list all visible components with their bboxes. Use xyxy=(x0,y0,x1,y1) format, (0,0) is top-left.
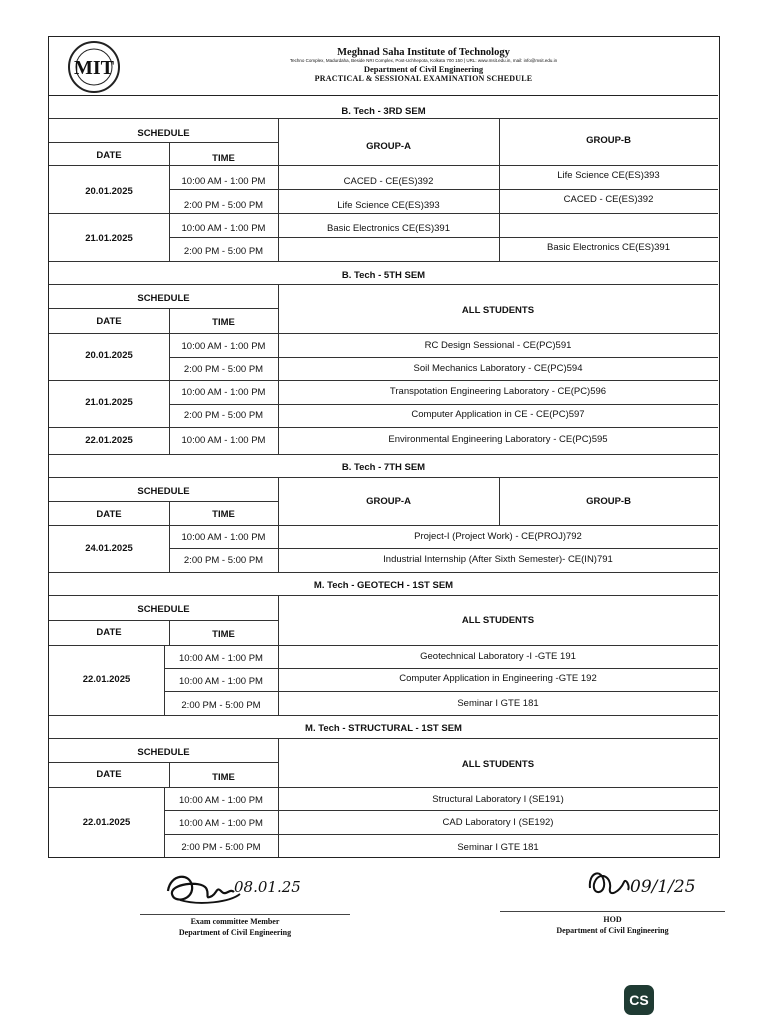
date-cell: 22.01.2025 xyxy=(82,674,131,685)
subject-cell: Industrial Internship (After Sixth Semester)- CE(IN)791 xyxy=(383,554,613,565)
date-cell: 20.01.2025 xyxy=(85,186,133,197)
schedule-header: SCHEDULE xyxy=(137,128,190,139)
divider xyxy=(49,501,278,502)
department-name: Department of Civil Engineering xyxy=(363,64,484,74)
time-cell: 2:00 PM - 5:00 PM xyxy=(183,410,264,421)
divider xyxy=(49,738,718,739)
divider xyxy=(49,477,718,478)
divider xyxy=(169,308,170,454)
date-header: DATE xyxy=(96,769,122,780)
divider xyxy=(49,715,718,716)
section-title-5th-sem: B. Tech - 5TH SEM xyxy=(341,270,426,281)
right-signature-date: 09/1/25 xyxy=(630,877,696,897)
divider xyxy=(169,237,718,238)
divider xyxy=(49,427,718,428)
institute-address: Techno Complex, Madurdaha, Beside NRI Complex, Post-Uchhepota, Kolkata 700 150 | URL: www.msit.edu.in, mail: info@msit.edu.in xyxy=(289,58,558,63)
hod-role: HOD xyxy=(603,915,622,924)
date-cell: 21.01.2025 xyxy=(85,233,133,244)
divider xyxy=(49,572,718,573)
divider xyxy=(164,810,718,811)
schedule-header: SCHEDULE xyxy=(137,747,190,758)
divider xyxy=(499,477,500,525)
time-cell: 10:00 AM - 1:00 PM xyxy=(181,223,266,234)
time-cell: 10:00 AM - 1:00 PM xyxy=(179,818,263,829)
exam-committee-signature xyxy=(160,866,301,916)
date-cell: 24.01.2025 xyxy=(85,543,133,554)
time-cell: 10:00 AM - 1:00 PM xyxy=(181,387,266,398)
divider xyxy=(49,261,718,262)
subject-cell: Environmental Engineering Laboratory - CE(PC)595 xyxy=(388,434,608,445)
hod-signature xyxy=(580,858,710,908)
group-a-header: GROUP-A xyxy=(366,141,411,152)
time-header: TIME xyxy=(212,509,235,520)
group-a-cell: CACED - CE(ES)392 xyxy=(343,176,434,187)
date-cell: 22.01.2025 xyxy=(85,435,133,446)
divider xyxy=(49,308,278,309)
date-cell: 22.01.2025 xyxy=(82,817,131,828)
time-cell: 2:00 PM - 5:00 PM xyxy=(181,700,261,711)
subject-cell: Seminar I GTE 181 xyxy=(457,842,539,853)
subject-cell: Structural Laboratory I (SE191) xyxy=(432,794,564,805)
group-b-cell: Basic Electronics CE(ES)391 xyxy=(546,242,671,253)
subject-cell: Seminar I GTE 181 xyxy=(457,698,539,709)
divider xyxy=(49,620,278,621)
exam-committee-dept: Department of Civil Engineering xyxy=(178,928,292,937)
divider xyxy=(169,357,718,358)
divider xyxy=(49,118,718,119)
divider xyxy=(49,454,718,455)
divider xyxy=(49,595,718,596)
divider xyxy=(49,787,718,788)
subject-cell: Geotechnical Laboratory -I -GTE 191 xyxy=(420,651,576,662)
date-header: DATE xyxy=(96,627,122,638)
group-b-header: GROUP-B xyxy=(586,135,631,146)
divider xyxy=(49,762,278,763)
subject-cell: CAD Laboratory I (SE192) xyxy=(442,817,554,828)
time-cell: 2:00 PM - 5:00 PM xyxy=(183,555,264,566)
divider xyxy=(278,118,279,261)
divider xyxy=(49,525,718,526)
divider xyxy=(169,548,718,549)
time-header: TIME xyxy=(212,317,235,328)
schedule-sheet xyxy=(48,36,720,858)
date-header: DATE xyxy=(96,150,122,161)
time-cell: 2:00 PM - 5:00 PM xyxy=(183,200,264,211)
signature-line xyxy=(140,914,350,915)
group-a-cell: Life Science CE(ES)393 xyxy=(337,200,440,211)
divider xyxy=(169,762,170,787)
svg-text:MIT: MIT xyxy=(74,57,114,79)
all-students-header: ALL STUDENTS xyxy=(461,759,535,770)
date-cell: 20.01.2025 xyxy=(85,350,133,361)
subject-cell: Computer Application in CE - CE(PC)597 xyxy=(411,409,585,420)
all-students-header: ALL STUDENTS xyxy=(461,615,535,626)
institute-name: Meghnad Saha Institute of Technology xyxy=(337,47,510,58)
schedule-header: SCHEDULE xyxy=(137,604,190,615)
divider xyxy=(49,333,718,334)
date-header: DATE xyxy=(96,509,122,520)
time-cell: 10:00 AM - 1:00 PM xyxy=(179,676,263,687)
all-students-header: ALL STUDENTS xyxy=(461,305,535,316)
subject-cell: Computer Application in Engineering -GTE 192 xyxy=(399,673,597,684)
time-cell: 10:00 AM - 1:00 PM xyxy=(181,176,266,187)
divider xyxy=(169,189,718,190)
signature-line xyxy=(500,911,725,912)
subject-cell: RC Design Sessional - CE(PC)591 xyxy=(424,340,572,351)
group-b-header: GROUP-B xyxy=(586,496,631,507)
date-header: DATE xyxy=(96,316,122,327)
time-header: TIME xyxy=(212,629,235,640)
time-cell: 10:00 AM - 1:00 PM xyxy=(181,341,266,352)
divider xyxy=(49,380,718,381)
time-cell: 10:00 AM - 1:00 PM xyxy=(181,532,266,543)
divider xyxy=(49,165,718,166)
schedule-header: SCHEDULE xyxy=(137,486,190,497)
divider xyxy=(49,645,718,646)
schedule-header: SCHEDULE xyxy=(137,293,190,304)
group-a-cell: Basic Electronics CE(ES)391 xyxy=(326,223,451,234)
section-title-7th-sem: B. Tech - 7TH SEM xyxy=(341,462,426,473)
time-cell: 2:00 PM - 5:00 PM xyxy=(183,246,264,257)
divider xyxy=(49,284,718,285)
group-b-cell: CACED - CE(ES)392 xyxy=(563,194,654,205)
time-cell: 10:00 AM - 1:00 PM xyxy=(181,435,266,446)
divider xyxy=(164,668,718,669)
time-cell: 10:00 AM - 1:00 PM xyxy=(179,653,263,664)
divider xyxy=(169,404,718,405)
time-cell: 2:00 PM - 5:00 PM xyxy=(183,364,264,375)
section-title-geotech: M. Tech - GEOTECH - 1ST SEM xyxy=(313,580,454,591)
divider xyxy=(49,213,718,214)
document-title: PRACTICAL & SESSIONAL EXAMINATION SCHEDULE xyxy=(314,74,533,83)
subject-cell: Transpotation Engineering Laboratory - CE(PC)596 xyxy=(389,386,607,397)
divider xyxy=(499,118,500,261)
subject-cell: Soil Mechanics Laboratory - CE(PC)594 xyxy=(413,363,583,374)
time-header: TIME xyxy=(212,772,235,783)
divider xyxy=(164,834,718,835)
subject-cell: Project-I (Project Work) - CE(PROJ)792 xyxy=(414,531,582,542)
document-header xyxy=(49,37,718,96)
divider xyxy=(49,142,278,143)
section-title-3rd-sem: B. Tech - 3RD SEM xyxy=(341,106,426,117)
time-cell: 10:00 AM - 1:00 PM xyxy=(179,795,263,806)
exam-committee-role: Exam committee Member xyxy=(190,917,280,926)
camscanner-watermark-icon: CS xyxy=(624,985,654,1015)
section-title-structural: M. Tech - STRUCTURAL - 1ST SEM xyxy=(305,723,462,734)
group-a-header: GROUP-A xyxy=(366,496,411,507)
header-text xyxy=(139,47,708,83)
group-b-cell: Life Science CE(ES)393 xyxy=(557,170,660,181)
divider xyxy=(164,691,718,692)
left-signature-date: 08.01.25 xyxy=(234,878,301,896)
time-header: TIME xyxy=(212,153,235,164)
time-cell: 2:00 PM - 5:00 PM xyxy=(181,842,261,853)
hod-dept: Department of Civil Engineering xyxy=(556,926,669,935)
divider xyxy=(169,620,170,645)
date-cell: 21.01.2025 xyxy=(85,397,133,408)
institute-logo-icon xyxy=(59,41,129,93)
